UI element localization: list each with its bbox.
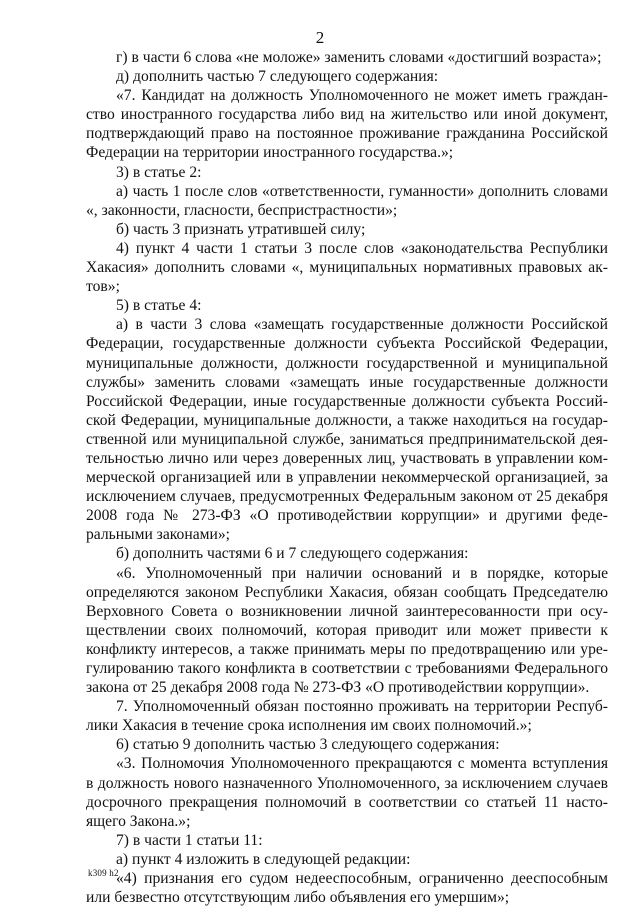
paragraph: 7) в части 1 статьи 11: — [116, 831, 263, 849]
paragraph: а) пункт 4 изложить в следующей редакции: — [116, 850, 411, 868]
paragraph: 5) в статье 4: — [116, 297, 202, 315]
paragraph: б) часть 3 признать утратившей силу; — [116, 220, 366, 238]
footer-code: k309 h2 — [88, 868, 119, 878]
paragraph: б) дополнить частями 6 и 7 следующего содержания: — [116, 545, 469, 563]
paragraph: а) в части 3 слова «замещать государственные должности Российской Федерации, государственные должности субъекта Российской Федерации, муниципальные должности, должности государственной и муниципальной службы» заменить словами «замещать иные государственные должности Российской Федерации, иные государственные должности субъекта Российской Федерации, муниципальные должности, а также находиться на государственной или муниципальной службе, заниматься предпринимательской деятельностью лично или через доверенных лиц, участвовать в управлении коммерческой организацией или в управлении некоммерческой организацией, за исключением случаев, предусмотренных Федеральным законом от 25 декабря 2008 года № 273-ФЗ «О противодействии коррупции» и другими федеральными законами»; — [86, 316, 608, 544]
paragraph: 7. Уполномоченный обязан постоянно проживать на территории Республики Хакасия в течение срока исполнения им своих полномочий.»; — [86, 698, 608, 735]
paragraph: а) часть 1 после слов «ответственности, гуманности» дополнить словами «, законности, гласности, беспристрастности»; — [86, 182, 608, 219]
page-number: 2 — [315, 28, 325, 47]
paragraph: «4) признания его судом недееспособным, ограниченно дееспособным или безвестно отсутствующим либо объявления его умершим»; — [86, 870, 608, 907]
paragraph: д) дополнить частью 7 следующего содержания: — [116, 68, 439, 86]
paragraph: 3) в статье 2: — [116, 163, 202, 181]
paragraph: 4) пункт 4 части 1 статьи 3 после слов «законодательства Республики Хакасия» дополнить словами «, муниципальных нормативных правовых актов»; — [86, 239, 608, 296]
paragraph: 6) статью 9 дополнить частью 3 следующего содержания: — [116, 736, 500, 754]
paragraph: «3. Полномочия Уполномоченного прекращаются с момента вступления в должность нового назначенного Уполномоченного, за исключением случаев досрочного прекращения полномочий в соответствии со статьей 11 настоящего Закона.»; — [86, 755, 608, 830]
paragraph: г) в части 6 слова «не моложе» заменить словами «достигший возраста»; — [116, 49, 602, 66]
document-body — [86, 48, 608, 907]
paragraph: «7. Кандидат на должность Уполномоченного не может иметь гражданство иностранного государства либо вид на жительство или иной документ, подтверждающий право на постоянное проживание гражданина Российской Федерации на территории иностранного государства.»; — [86, 87, 608, 162]
paragraph: «6. Уполномоченный при наличии оснований и в порядке, которые определяются законом Республики Хакасия, обязан сообщать Председателю Верховного Совета о возникновении личной заинтересованности при осуществлении своих полномочий, которая приводит или может привести к конфликту интересов, а также принимать меры по предотвращению или урегулированию такого конфликта в соответствии с требованиями Федерального закона от 25 декабря 2008 года № 273-ФЗ «О противодействии коррупции». — [86, 564, 608, 697]
